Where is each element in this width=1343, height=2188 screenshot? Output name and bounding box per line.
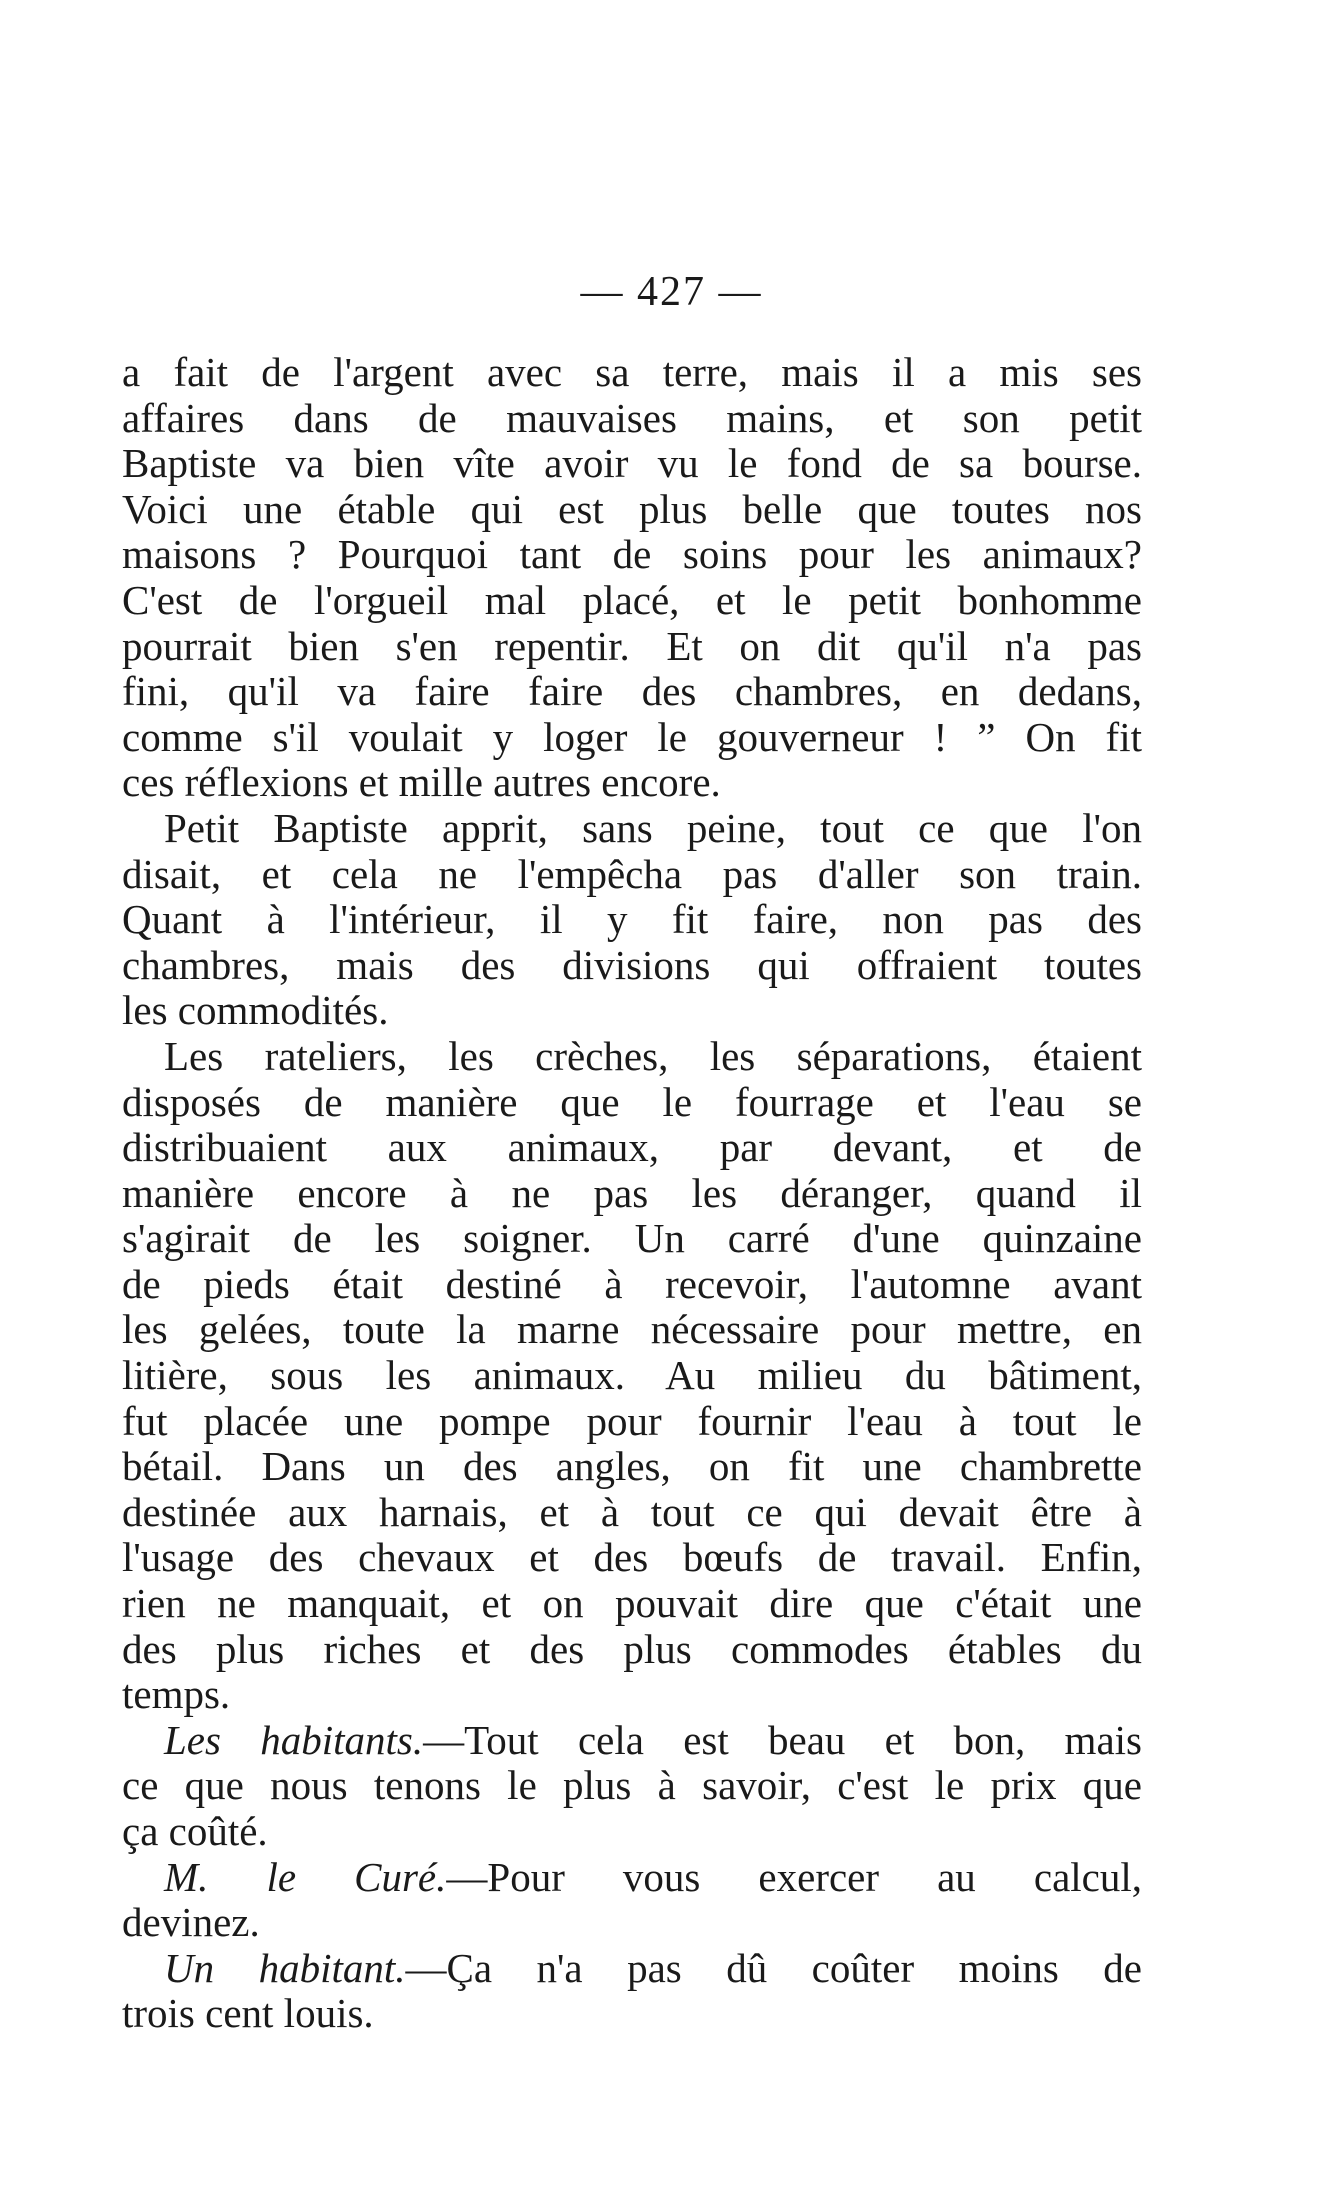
text-line — [122, 1809, 1142, 1855]
line-text: l'usage des chevaux et des bœufs de travail. Enfin, — [122, 1534, 1142, 1581]
line-text: comme s'il voulait y loger le gouverneur ! ” On fit — [122, 713, 1142, 760]
line-text: —Pour vous exercer au calcul, — [446, 1853, 1142, 1900]
text-line — [122, 1946, 1142, 1992]
text-line — [122, 806, 1142, 852]
line-text: fut placée une pompe pour fournir l'eau à tout le — [122, 1397, 1142, 1444]
text-line — [122, 1216, 1142, 1262]
text-line — [122, 669, 1142, 715]
line-text: fini, qu'il va faire faire des chambres, en dedans, — [122, 668, 1142, 715]
text-line — [122, 532, 1142, 578]
text-line — [122, 1763, 1142, 1809]
text-line — [122, 1672, 1142, 1718]
body-text — [122, 350, 1142, 2037]
line-text: les gelées, toute la marne nécessaire pour mettre, en — [122, 1306, 1142, 1353]
text-line — [122, 1125, 1142, 1171]
text-line — [122, 1535, 1142, 1581]
text-line — [122, 1627, 1142, 1673]
line-text: Les rateliers, les crèches, les séparations, étaient — [164, 1032, 1142, 1079]
line-text: Quant à l'intérieur, il y fit faire, non pas des — [122, 896, 1142, 943]
page-number: — 427 — — [580, 269, 763, 315]
line-text: ça coûté. — [122, 1808, 268, 1854]
line-text: Petit Baptiste apprit, sans peine, tout ce que l'on — [164, 804, 1142, 851]
line-text: destinée aux harnais, et à tout ce qui devait être à — [122, 1488, 1142, 1535]
line-text: disposés de manière que le fourrage et l'eau se — [122, 1078, 1142, 1125]
text-line — [122, 1307, 1142, 1353]
line-text: s'agirait de les soigner. Un carré d'une quinzaine — [122, 1215, 1142, 1262]
line-text: des plus riches et des plus commodes étables du — [122, 1625, 1142, 1672]
text-line — [122, 1900, 1142, 1946]
text-line — [122, 1171, 1142, 1217]
line-text: bétail. Dans un des angles, on fit une chambrette — [122, 1443, 1142, 1490]
text-line — [122, 1353, 1142, 1399]
line-text: litière, sous les animaux. Au milieu du bâtiment, — [122, 1352, 1142, 1399]
line-text: —Ça n'a pas dû coûter moins de — [405, 1944, 1142, 1991]
speaker-name: Un habitant. — [164, 1944, 406, 1991]
line-text: maisons ? Pourquoi tant de soins pour les animaux? — [122, 531, 1142, 578]
line-text: C'est de l'orgueil mal placé, et le petit bonhomme — [122, 576, 1142, 623]
text-line — [122, 1399, 1142, 1445]
text-line — [122, 350, 1142, 396]
line-text: rien ne manquait, et on pouvait dire que c'était une — [122, 1580, 1142, 1627]
text-line — [122, 1080, 1142, 1126]
line-text: —Tout cela est beau et bon, mais — [423, 1716, 1142, 1763]
text-line — [122, 760, 1142, 806]
text-line — [122, 1490, 1142, 1536]
line-text: trois cent louis. — [122, 1990, 374, 2037]
text-line — [122, 1855, 1142, 1901]
line-text: manière encore à ne pas les déranger, quand il — [122, 1169, 1142, 1216]
line-text: Baptiste va bien vîte avoir vu le fond de sa bourse. — [122, 440, 1142, 487]
text-line — [122, 578, 1142, 624]
line-text: distribuaient aux animaux, par devant, et de — [122, 1124, 1142, 1171]
speaker-name: Les habitants. — [164, 1716, 424, 1763]
line-text: chambres, mais des divisions qui offraient toutes — [122, 941, 1142, 988]
text-line — [122, 852, 1142, 898]
text-line — [122, 1262, 1142, 1308]
line-text: pourrait bien s'en repentir. Et on dit qu'il n'a pas — [122, 622, 1142, 669]
line-text: ces réflexions et mille autres encore. — [122, 759, 721, 806]
text-line — [122, 1581, 1142, 1627]
line-text: ce que nous tenons le plus à savoir, c'est le prix que — [122, 1762, 1142, 1809]
text-line — [122, 1991, 1142, 2037]
text-line — [122, 897, 1142, 943]
line-text: les commodités. — [122, 987, 389, 1034]
speaker-name: M. le Curé. — [164, 1853, 447, 1900]
text-line — [122, 988, 1142, 1034]
text-line — [122, 396, 1142, 442]
text-line — [122, 624, 1142, 670]
text-line — [122, 1034, 1142, 1080]
line-text: devinez. — [122, 1899, 260, 1946]
line-text: disait, et cela ne l'empêcha pas d'aller son train. — [122, 850, 1142, 897]
text-line — [122, 1444, 1142, 1490]
text-line — [122, 1718, 1142, 1764]
text-line — [122, 943, 1142, 989]
line-text: de pieds était destiné à recevoir, l'automne avant — [122, 1260, 1142, 1307]
line-text: affaires dans de mauvaises mains, et son petit — [122, 394, 1142, 441]
text-line — [122, 715, 1142, 761]
text-line — [122, 487, 1142, 533]
line-text: temps. — [122, 1671, 231, 1718]
text-line — [122, 441, 1142, 487]
line-text: Voici une étable qui est plus belle que toutes nos — [122, 485, 1142, 532]
line-text: a fait de l'argent avec sa terre, mais il a mis ses — [122, 349, 1142, 395]
